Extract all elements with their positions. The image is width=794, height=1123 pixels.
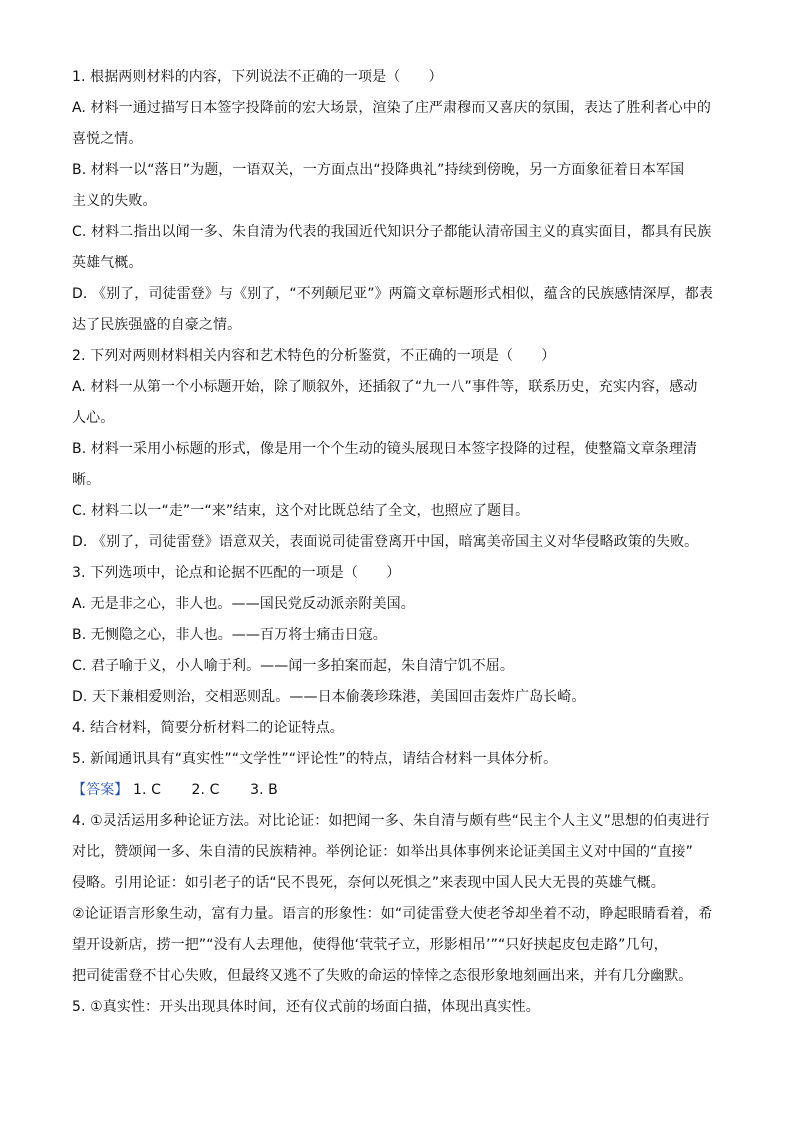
question-2-option-a-cont: 人心。	[72, 410, 115, 426]
answer-4-line: 把司徒雷登不甘心失败，但最终又逃不了失败的命运的悻悻之态很形象地刻画出来，并有几分幽默。	[72, 968, 693, 984]
answer-4-line: 望开设新店，捞一把”“没有人去理他，使得他‘茕茕孑立，形影相吊’”“只好挟起皮包走路”几句，	[72, 937, 668, 953]
question-2-option-b: B. 材料一采用小标题的形式，像是用一个个生动的镜头展现日本签字投降的过程，使整篇文章条理清	[72, 441, 698, 457]
answer-4-line: 对比，赞颂闻一多、朱自清的民族精神。举例论证：如举出具体事例来论证美国主义对中国的“直接”	[72, 844, 694, 860]
question-5-stem: 5. 新闻通讯具有“真实性”“文学性”“评论性”的特点，请结合材料一具体分析。	[72, 751, 558, 767]
question-3-option-a: A. 无是非之心，非人也。——国民党反动派亲附美国。	[72, 596, 415, 612]
question-3-option-b: B. 无恻隐之心，非人也。——百万将士痛击日寇。	[72, 627, 387, 643]
question-1-option-c-cont: 英雄气概。	[72, 255, 143, 271]
answer-4-line: ②论证语言形象生动，富有力量。语言的形象性：如“司徒雷登大使老爷却坐着不动，睁起眼睛看着，希	[72, 906, 713, 922]
answer-label: 【答案】	[72, 782, 129, 798]
answer-item: 3. B	[250, 782, 278, 798]
question-1-option-a: A. 材料一通过描写日本签字投降前的宏大场景，渲染了庄严肃穆而又喜庆的氛围，表达了胜利者心中的	[72, 100, 711, 116]
answer-4-line: 4. ①灵活运用多种论证方法。对比论证：如把闻一多、朱自清与颇有些“民主个人主义”思想的伯夷进行	[72, 813, 710, 829]
answer-5-line: 5. ①真实性：开头出现具体时间，还有仪式前的场面白描，体现出真实性。	[72, 999, 540, 1015]
question-2-option-c: C. 材料二以一“走”一“来”结束，这个对比既总结了全文，也照应了题目。	[72, 503, 530, 519]
question-1-option-d: D. 《别了，司徒雷登》与《别了，“不列颠尼亚”》两篇文章标题形式相似，蕴含的民族感情深厚，都表	[72, 286, 713, 302]
question-3-stem: 3. 下列选项中，论点和论据不匹配的一项是（ ）	[72, 565, 401, 581]
question-1-option-b: B. 材料一以“落日”为题，一语双关，一方面点出“投降典礼”持续到傍晚，另一方面象征着日本军国	[72, 162, 685, 178]
document-page	[72, 62, 724, 1023]
question-4-stem: 4. 结合材料，简要分析材料二的论证特点。	[72, 720, 344, 736]
question-1-option-d-cont: 达了民族强盛的自豪之情。	[72, 317, 242, 333]
answer-key-line	[72, 775, 724, 806]
answer-item: 2. C	[191, 782, 220, 798]
question-3-option-c: C. 君子喻于义，小人喻于利。——闻一多拍案而起，朱自清宁饥不屈。	[72, 658, 514, 674]
question-1-option-c: C. 材料二指出以闻一多、朱自清为代表的我国近代知识分子都能认清帝国主义的真实面目，都具有民族	[72, 224, 712, 240]
question-2-option-a: A. 材料一从第一个小标题开始，除了顺叙外，还插叙了“九一八”事件等，联系历史，充实内容，感动	[72, 379, 698, 395]
answer-item: 1. C	[132, 782, 161, 798]
answer-4-line: 侵略。引用论证：如引老子的话“民不畏死，奈何以死惧之”来表现中国人民大无畏的英雄气概。	[72, 875, 665, 891]
question-2-option-d: D. 《别了，司徒雷登》语意双关，表面说司徒雷登离开中国，暗寓美帝国主义对华侵略政策的失败。	[72, 534, 699, 550]
question-1-option-a-cont: 喜悦之情。	[72, 131, 143, 147]
question-1-stem: 1. 根据两则材料的内容，下列说法不正确的一项是（ ）	[72, 69, 443, 85]
question-2-option-b-cont: 晰。	[72, 472, 101, 488]
question-1-option-b-cont: 主义的失败。	[72, 193, 157, 209]
question-2-stem: 2. 下列对两则材料相关内容和艺术特色的分析鉴赏，不正确的一项是（ ）	[72, 348, 556, 364]
question-3-option-d: D. 天下兼相爱则治，交相恶则乱。——日本偷袭珍珠港，美国回击轰炸广岛长崎。	[72, 689, 586, 705]
